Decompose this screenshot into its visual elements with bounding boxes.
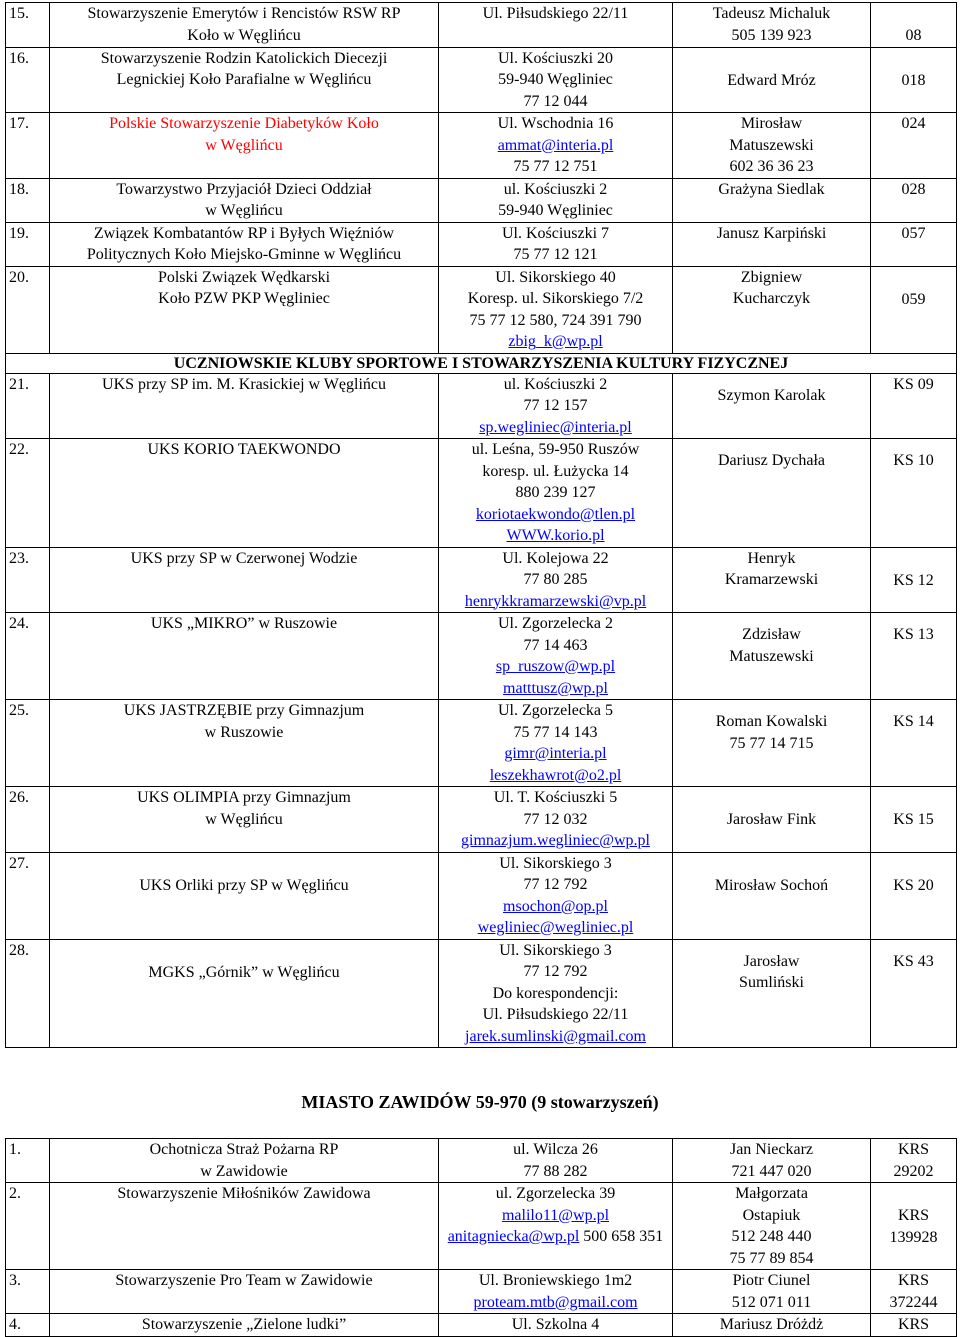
email-link[interactable]: zbig_k@wp.pl xyxy=(508,333,603,350)
association-name-line: w Węglińcu xyxy=(205,810,283,828)
registry-code xyxy=(871,47,957,113)
address-line: Ul. Piłsudskiego 22/11 xyxy=(482,1006,629,1023)
email-link[interactable]: msochon@op.pl xyxy=(503,897,608,915)
email-link[interactable]: malilo11@wp.pl xyxy=(501,1206,610,1224)
row-number: 28. xyxy=(6,939,50,1048)
address-line: 77 12 792 xyxy=(523,876,588,893)
row-number: 24. xyxy=(6,613,50,700)
association-name xyxy=(50,1183,439,1270)
registry-code-line: 139928 xyxy=(889,1228,938,1246)
address-line: ul. Leśna, 59-950 Ruszów xyxy=(471,441,640,458)
address-line: Ul. Kościuszki 7 xyxy=(501,224,610,242)
address-line: Ul. Sikorskiego 3 xyxy=(499,941,612,959)
address-line: 77 12 157 xyxy=(523,397,588,414)
table-row xyxy=(6,178,957,222)
association-name-line: Legnickiej Koło Parafialne w Węglińcu xyxy=(116,71,372,88)
registry-code xyxy=(871,700,957,787)
association-name-line: w Węglińcu xyxy=(205,202,283,219)
association-name-line: w Ruszowie xyxy=(204,723,284,741)
association-name-line: Stowarzyszenie Emerytów i Rencistów RSW RP xyxy=(87,5,401,22)
association-name-line: Koło w Węglińcu xyxy=(187,26,301,44)
association-name xyxy=(50,178,439,222)
contact-person xyxy=(673,700,871,787)
row-number: 25. xyxy=(6,700,50,787)
contact-person-line: Henryk xyxy=(747,549,796,567)
address-contact xyxy=(439,1314,673,1337)
contact-person xyxy=(673,266,871,353)
address-line: Ul. Szkolna 4 xyxy=(511,1316,600,1333)
contact-person-line: Szymon Karolak xyxy=(717,386,826,404)
contact-person-line: Janusz Karpiński xyxy=(716,224,827,242)
association-name-line: Związek Kombatantów RP i Byłych Więźniów xyxy=(93,224,395,242)
row-number: 26. xyxy=(6,787,50,853)
row-number: 2. xyxy=(6,1183,50,1270)
address-contact xyxy=(439,439,673,548)
row-number: 18. xyxy=(6,178,50,222)
registry-code-line: 024 xyxy=(901,115,926,132)
email-link[interactable]: ammat@interia.pl xyxy=(497,136,614,154)
association-name xyxy=(50,266,439,353)
registry-code-line: KRS xyxy=(897,1316,930,1333)
association-name-line: UKS OLIMPIA przy Gimnazjum xyxy=(137,789,351,806)
address-line: ul. Wilcza 26 xyxy=(513,1141,598,1158)
contact-person-line: Jan Nieckarz xyxy=(729,1141,814,1158)
contact-person-line: Ostapiuk xyxy=(742,1206,801,1224)
association-name xyxy=(50,547,439,613)
contact-person xyxy=(673,373,871,439)
row-number: 19. xyxy=(6,222,50,266)
address-line: Ul. Piłsudskiego 22/11 xyxy=(482,5,629,22)
contact-person xyxy=(673,1139,871,1183)
contact-person-line: Kramarzewski xyxy=(724,571,819,588)
association-name-line: UKS KORIO TAEKWONDO xyxy=(147,441,341,458)
registry-code-line: KRS xyxy=(897,1141,930,1158)
row-number: 27. xyxy=(6,852,50,939)
contact-person xyxy=(673,222,871,266)
address-line: Ul. Zgorzelecka 5 xyxy=(497,702,614,719)
contact-person xyxy=(673,178,871,222)
association-name xyxy=(50,3,439,48)
address-contact xyxy=(439,939,673,1048)
contact-person xyxy=(673,547,871,613)
email-link[interactable]: wegliniec@wegliniec.pl xyxy=(477,919,634,936)
contact-person-line: Matuszewski xyxy=(729,136,814,154)
address-line: 75 77 14 143 xyxy=(513,723,598,741)
address-contact xyxy=(439,373,673,439)
registry-code-line: KRS xyxy=(897,1272,930,1289)
table-row xyxy=(6,1183,957,1270)
association-name-line: Stowarzyszenie Pro Team w Zawidowie xyxy=(115,1272,373,1289)
row-number: 23. xyxy=(6,547,50,613)
table-row xyxy=(6,266,957,353)
contact-person-line: Jarosław xyxy=(743,952,800,970)
contact-person-line: Grażyna Siedlak xyxy=(718,180,825,198)
contact-person xyxy=(673,1314,871,1337)
phone-number: 500 658 351 xyxy=(579,1228,664,1245)
registry-code xyxy=(871,266,957,353)
association-name-line: Politycznych Koło Miejsko-Gminne w Węglińcu xyxy=(86,246,402,263)
email-link[interactable]: anitagniecka@wp.pl xyxy=(447,1228,580,1245)
address-contact xyxy=(439,3,673,48)
contact-person-line: 721 447 020 xyxy=(731,1162,812,1180)
address-line: 77 12 044 xyxy=(523,92,588,110)
contact-person xyxy=(673,787,871,853)
association-name xyxy=(50,787,439,853)
row-number: 17. xyxy=(6,113,50,179)
registry-code-line: 29202 xyxy=(893,1162,934,1180)
registry-code xyxy=(871,3,957,48)
contact-person-line: 512 071 011 xyxy=(731,1293,812,1311)
association-name xyxy=(50,113,439,179)
address-line: 75 77 12 751 xyxy=(513,158,598,175)
contact-person-line: Małgorzata xyxy=(735,1185,808,1202)
association-name xyxy=(50,939,439,1048)
registry-code xyxy=(871,373,957,439)
registry-code-line: KS 09 xyxy=(893,375,934,393)
registry-code-line: 028 xyxy=(901,180,926,198)
table-row xyxy=(6,439,957,548)
table-row xyxy=(6,613,957,700)
address-contact xyxy=(439,178,673,222)
email-link[interactable]: jarek.sumlinski@gmail.com xyxy=(465,1027,646,1045)
contact-person xyxy=(673,852,871,939)
registry-code xyxy=(871,787,957,853)
email-link[interactable]: koriotaekwondo@tlen.pl xyxy=(475,505,636,523)
contact-person-line: Mirosław Sochoń xyxy=(714,876,829,894)
registry-code-line: 057 xyxy=(901,224,926,242)
contact-person xyxy=(673,113,871,179)
address-line: Koresp. ul. Sikorskiego 7/2 xyxy=(467,290,644,307)
association-name-line: UKS przy SP im. M. Krasickiej w Węglińcu xyxy=(102,375,386,393)
email-link[interactable]: gimr@interia.pl xyxy=(504,745,607,762)
contact-person xyxy=(673,613,871,700)
row-number: 3. xyxy=(6,1270,50,1314)
email-link[interactable]: proteam.mtb@gmail.com xyxy=(473,1293,638,1311)
table-row xyxy=(6,373,957,439)
registry-code xyxy=(871,613,957,700)
registry-code-line: KS 15 xyxy=(893,811,934,828)
email-link[interactable]: sp_ruszow@wp.pl xyxy=(495,658,616,675)
table-row xyxy=(6,222,957,266)
address-line: ul. Zgorzelecka 39 xyxy=(495,1185,616,1202)
contact-person-line: Zdzisław xyxy=(742,626,801,643)
contact-person-line: Sumliński xyxy=(739,974,804,991)
contact-person-line: Matuszewski xyxy=(729,647,814,665)
association-name-line: w Zawidowie xyxy=(200,1162,288,1180)
address-line: 77 12 792 xyxy=(523,963,588,980)
row-number: 4. xyxy=(6,1314,50,1337)
contact-person-line: Dariusz Dychała xyxy=(717,452,826,469)
registry-code xyxy=(871,852,957,939)
association-name-line: Koło PZW PKP Węgliniec xyxy=(158,290,330,307)
contact-person-line: 75 77 89 854 xyxy=(729,1249,814,1267)
association-name xyxy=(50,222,439,266)
registry-code-line: KS 14 xyxy=(893,713,934,730)
association-name xyxy=(50,613,439,700)
address-line: 75 77 12 121 xyxy=(513,246,598,263)
email-link[interactable]: henrykkramarzewski@vp.pl xyxy=(464,592,647,610)
contact-person-line: Piotr Ciunel xyxy=(732,1272,811,1289)
address-line: 77 12 032 xyxy=(523,810,588,828)
contact-person xyxy=(673,1183,871,1270)
associations-table-wegliniec xyxy=(5,2,957,1048)
contact-person xyxy=(673,939,871,1048)
address-line: 77 80 285 xyxy=(523,571,588,588)
address-line: Ul. Zgorzelecka 2 xyxy=(497,615,614,632)
address-line: Ul. Broniewskiego 1m2 xyxy=(478,1272,633,1289)
email-link[interactable]: gimnazjum.wegliniec@wp.pl xyxy=(461,832,650,849)
association-name xyxy=(50,1139,439,1183)
registry-code xyxy=(871,178,957,222)
registry-code-line: 08 xyxy=(905,27,922,44)
address-line: 75 77 12 580, 724 391 790 xyxy=(469,311,642,329)
address-line: koresp. ul. Łużycka 14 xyxy=(482,462,629,480)
association-name-line: UKS przy SP w Czerwonej Wodzie xyxy=(130,549,358,567)
association-name-line: UKS „MIKRO” w Ruszowie xyxy=(150,615,338,632)
association-name-line: Polski Związek Wędkarski xyxy=(157,268,331,286)
association-name-line: Towarzystwo Przyjaciół Dzieci Oddział xyxy=(116,180,372,198)
address-contact xyxy=(439,787,673,853)
address-contact xyxy=(439,700,673,787)
association-name-line: Ochotnicza Straż Pożarna RP xyxy=(149,1141,339,1158)
association-name xyxy=(50,1270,439,1314)
contact-person-line: Jarosław Fink xyxy=(726,811,817,828)
address-line: 59-940 Węgliniec xyxy=(498,71,613,88)
table-row xyxy=(6,1139,957,1183)
address-line: 77 88 282 xyxy=(523,1162,588,1180)
address-contact xyxy=(439,222,673,266)
email-link[interactable]: WWW.korio.pl xyxy=(506,527,605,544)
address-contact xyxy=(439,1183,673,1270)
registry-code-line: KRS xyxy=(897,1207,930,1224)
association-name xyxy=(50,852,439,939)
contact-person-line: Mariusz Dróżdż xyxy=(719,1316,824,1333)
address-contact xyxy=(439,113,673,179)
association-name-line: UKS Orliki przy SP w Węglińcu xyxy=(139,876,349,894)
address-contact xyxy=(439,1139,673,1183)
registry-code xyxy=(871,1270,957,1314)
association-name-line: MGKS „Górnik” w Węglińcu xyxy=(148,963,340,981)
address-line: ul. Kościuszki 2 xyxy=(503,375,608,393)
registry-code xyxy=(871,939,957,1048)
association-name-line: Stowarzyszenie Miłośników Zawidowa xyxy=(117,1185,371,1202)
registry-code xyxy=(871,113,957,179)
row-number: 15. xyxy=(6,3,50,48)
email-link[interactable]: leszekhawrot@o2.pl xyxy=(489,766,622,784)
table-row xyxy=(6,3,957,48)
section-row xyxy=(6,353,957,373)
table-row xyxy=(6,787,957,853)
registry-code xyxy=(871,1183,957,1270)
table-row xyxy=(6,1314,957,1337)
address-line: Do korespondencji: xyxy=(492,984,619,1002)
address-line: ul. Kościuszki 2 xyxy=(503,180,608,198)
table-row xyxy=(6,852,957,939)
contact-person-line: 75 77 14 715 xyxy=(729,734,814,752)
section-title: UCZNIOWSKIE KLUBY SPORTOWE I STOWARZYSZENIA KULTURY FIZYCZNEJ xyxy=(6,353,957,373)
email-link[interactable]: sp.wegliniec@interia.pl xyxy=(479,418,632,436)
address-line: Ul. Kolejowa 22 xyxy=(502,549,609,567)
registry-code-line: 372244 xyxy=(889,1293,938,1311)
address-line: Ul. Sikorskiego 40 xyxy=(495,268,616,286)
address-contact xyxy=(439,613,673,700)
table-row xyxy=(6,700,957,787)
registry-code xyxy=(871,222,957,266)
row-number: 20. xyxy=(6,266,50,353)
contact-person-line: Roman Kowalski xyxy=(715,713,828,730)
contact-person-line: 512 248 440 xyxy=(731,1228,812,1245)
association-name-line: UKS JASTRZĘBIE przy Gimnazjum xyxy=(123,702,365,719)
row-number: 1. xyxy=(6,1139,50,1183)
address-contact xyxy=(439,47,673,113)
address-line: 880 239 127 xyxy=(515,484,596,501)
address-line xyxy=(441,1226,670,1248)
association-name xyxy=(50,439,439,548)
association-name-line: Polskie Stowarzyszenie Diabetyków Koło xyxy=(109,115,379,132)
association-name xyxy=(50,1314,439,1337)
address-line: Ul. T. Kościuszki 5 xyxy=(493,789,618,806)
registry-code-line: KS 13 xyxy=(893,626,934,643)
email-link[interactable]: matttusz@wp.pl xyxy=(503,679,608,697)
association-name xyxy=(50,700,439,787)
association-name xyxy=(50,47,439,113)
table-row xyxy=(6,113,957,179)
associations-table-zawidow xyxy=(5,1138,957,1337)
contact-person-line: Mirosław xyxy=(740,115,803,132)
table-row xyxy=(6,547,957,613)
association-name-line: Stowarzyszenie „Zielone ludki” xyxy=(141,1316,347,1333)
contact-person-line: Kucharczyk xyxy=(732,290,811,307)
registry-code xyxy=(871,1314,957,1337)
contact-person xyxy=(673,47,871,113)
contact-person xyxy=(673,3,871,48)
address-contact xyxy=(439,266,673,353)
association-name-line: w Węglińcu xyxy=(205,136,283,154)
address-line: 77 14 463 xyxy=(523,636,588,654)
table-row xyxy=(6,1270,957,1314)
registry-code xyxy=(871,439,957,548)
registry-code-line: KS 12 xyxy=(893,571,934,589)
contact-person xyxy=(673,439,871,548)
address-contact xyxy=(439,547,673,613)
contact-person-line: Tadeusz Michaluk xyxy=(712,5,831,22)
contact-person-line: Zbigniew xyxy=(740,268,803,286)
address-line: 59-940 Węgliniec xyxy=(498,202,613,219)
row-number: 16. xyxy=(6,47,50,113)
association-name xyxy=(50,373,439,439)
contact-person-line: 505 139 923 xyxy=(731,26,812,44)
registry-code xyxy=(871,1139,957,1183)
row-number: 22. xyxy=(6,439,50,548)
section-heading-zawidow: MIASTO ZAWIDÓW 59-970 (9 stowarzyszeń) xyxy=(301,1092,659,1112)
address-line: Ul. Kościuszki 20 xyxy=(497,49,614,67)
address-contact xyxy=(439,1270,673,1314)
contact-person xyxy=(673,1270,871,1314)
registry-code-line: KS 43 xyxy=(893,952,934,970)
address-contact xyxy=(439,852,673,939)
row-number: 21. xyxy=(6,373,50,439)
association-name-line: Stowarzyszenie Rodzin Katolickich Diecezji xyxy=(100,49,388,67)
address-line: Ul. Sikorskiego 3 xyxy=(499,854,612,872)
registry-code-line: KS 10 xyxy=(893,452,934,469)
registry-code-line: 059 xyxy=(901,290,926,308)
registry-code-line: 018 xyxy=(901,71,926,89)
table-row xyxy=(6,47,957,113)
address-line: Ul. Wschodnia 16 xyxy=(497,115,614,132)
table-row xyxy=(6,939,957,1048)
contact-person-line: Edward Mróz xyxy=(727,71,816,89)
registry-code xyxy=(871,547,957,613)
registry-code-line: KS 20 xyxy=(893,876,934,894)
contact-person-line: 602 36 36 23 xyxy=(729,158,814,175)
